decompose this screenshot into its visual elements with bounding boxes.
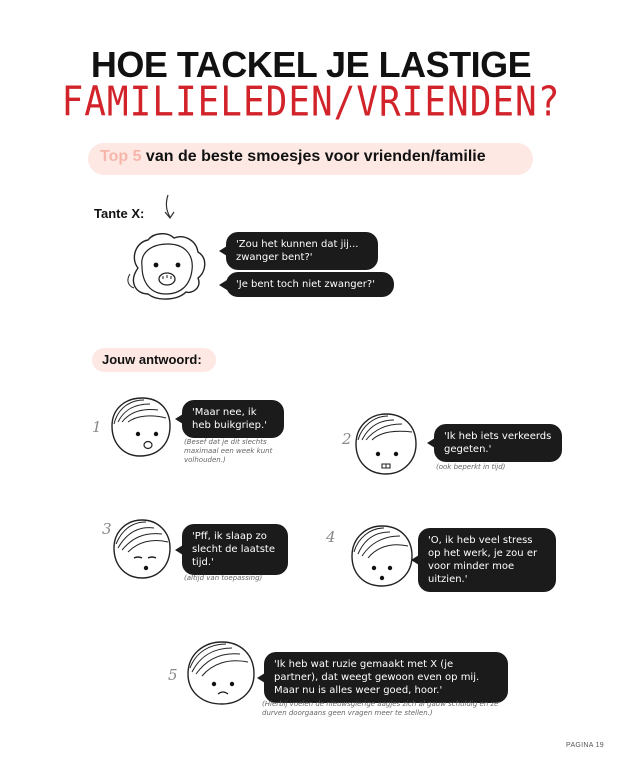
face-illustration <box>346 524 416 588</box>
page-title: HOE TACKEL JE LASTIGE <box>90 44 532 85</box>
answers-label: Jouw antwoord: <box>102 352 202 367</box>
answer-speech-bubble: 'Ik heb iets verkeerds gegeten.' <box>434 424 562 462</box>
answer-number: 2 <box>342 430 352 448</box>
answer-speech-bubble: 'Ik heb wat ruzie gemaakt met X (je partner), dat weegt gewoon even op mij. Maar nu is alles weer goed, hoor.' <box>264 652 508 703</box>
answer-speech-bubble: 'O, ik heb veel stress op het werk, je zou er voor minder moe uitzien.' <box>418 528 556 592</box>
page-title-secondary: FAMILIELEDEN/VRIENDEN? <box>61 78 561 127</box>
face-illustration <box>104 396 174 458</box>
answer-number: 1 <box>92 418 102 436</box>
answer-note: (altijd van toepassing) <box>184 574 263 582</box>
subtitle-highlight: Top 5 <box>100 148 142 165</box>
face-illustration <box>108 518 176 580</box>
page-number: PAGINA 19 <box>566 742 604 749</box>
subtitle <box>100 148 486 166</box>
aunt-speech-bubble-1: 'Zou het kunnen dat jij... zwanger bent?' <box>226 232 378 270</box>
answer-number: 3 <box>102 520 112 538</box>
face-illustration <box>350 412 420 476</box>
answer-number: 5 <box>168 666 178 684</box>
aunt-face-illustration <box>118 228 216 308</box>
answer-speech-bubble: 'Pff, ik slaap zo slecht de laatste tijd.' <box>182 524 288 575</box>
face-illustration <box>182 640 258 706</box>
arrow-down-icon <box>160 193 180 223</box>
aunt-label: Tante X: <box>94 206 145 221</box>
answer-note: (Hierbij voelen de nieuwsgierige aagjes zich al gauw schuldig en ze durven doorgaans geen vragen meer te stellen.) <box>262 700 499 718</box>
answer-note: (Besef dat je dit slechts maximaal een week kunt volhouden.) <box>184 438 273 465</box>
answer-note: (ook beperkt in tijd) <box>436 463 506 471</box>
aunt-speech-bubble-2: 'Je bent toch niet zwanger?' <box>226 272 394 297</box>
subtitle-text: van de beste smoesjes voor vrienden/familie <box>141 148 486 165</box>
answer-speech-bubble: 'Maar nee, ik heb buikgriep.' <box>182 400 284 438</box>
answer-number: 4 <box>326 528 336 546</box>
